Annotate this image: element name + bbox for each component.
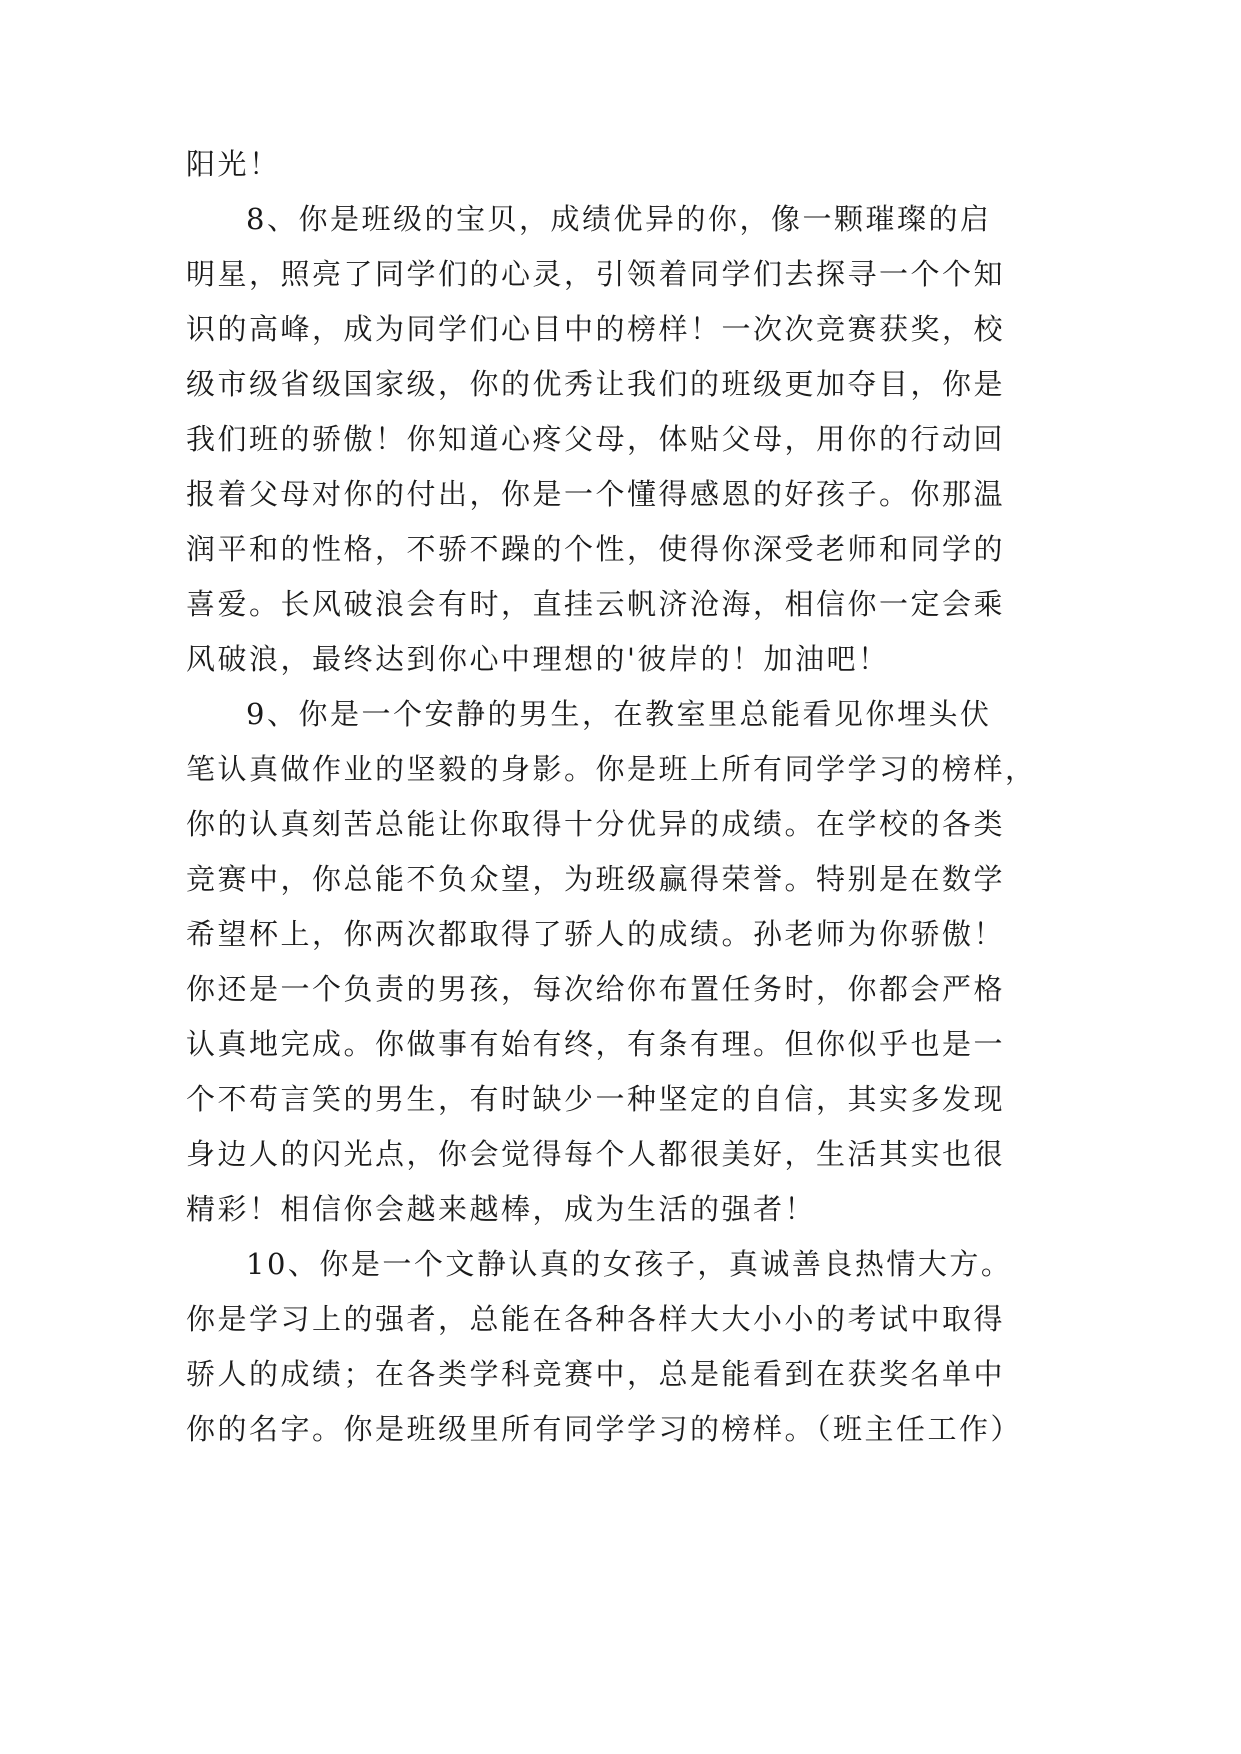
text-line: 你是学习上的强者，总能在各种各样大大小小的考试中取得 <box>186 1302 1006 1336</box>
paragraph-start-8: 8、你是班级的宝贝，成绩优异的你，像一颗璀璨的启 <box>246 202 992 236</box>
text-line: 笔认真做作业的坚毅的身影。你是班上所有同学学习的榜样， <box>186 752 1037 786</box>
text-line: 身边人的闪光点，你会觉得每个人都很美好，生活其实也很 <box>186 1137 1006 1171</box>
paragraph-start-10: 10、你是一个文静认真的女孩子，真诚善良热情大方。 <box>246 1247 1013 1281</box>
text-line: 认真地完成。你做事有始有终，有条有理。但你似乎也是一 <box>186 1027 1006 1061</box>
text-line: 级市级省级国家级，你的优秀让我们的班级更加夺目，你是 <box>186 367 1006 401</box>
text-line: 你的认真刻苦总能让你取得十分优异的成绩。在学校的各类 <box>186 807 1006 841</box>
text-line: 精彩！相信你会越来越棒，成为生活的强者！ <box>186 1192 817 1226</box>
text-line: 我们班的骄傲！你知道心疼父母，体贴父母，用你的行动回 <box>186 422 1006 456</box>
text-line: 明星，照亮了同学们的心灵，引领着同学们去探寻一个个知 <box>186 257 1006 291</box>
text-line: 你的名字。你是班级里所有同学学习的榜样。（班主任工作） <box>186 1412 1023 1446</box>
text-line: 骄人的成绩；在各类学科竞赛中，总是能看到在获奖名单中 <box>186 1357 1006 1391</box>
text-line: 报着父母对你的付出，你是一个懂得感恩的好孩子。你那温 <box>186 477 1006 511</box>
text-line: 润平和的性格，不骄不躁的个性，使得你深受老师和同学的 <box>186 532 1006 566</box>
text-line: 识的高峰，成为同学们心目中的榜样！一次次竞赛获奖，校 <box>186 312 1006 346</box>
text-line: 希望杯上，你两次都取得了骄人的成绩。孙老师为你骄傲！ <box>186 917 1006 951</box>
text-line: 你还是一个负责的男孩，每次给你布置任务时，你都会严格 <box>186 972 1006 1006</box>
text-line: 喜爱。长风破浪会有时，直挂云帆济沧海，相信你一定会乘 <box>186 587 1006 621</box>
text-line: 个不苟言笑的男生，有时缺少一种坚定的自信，其实多发现 <box>186 1082 1006 1116</box>
text-line: 阳光！ <box>186 147 281 181</box>
paragraph-start-9: 9、你是一个安静的男生，在教室里总能看见你埋头伏 <box>246 697 992 731</box>
text-line: 风破浪，最终达到你心中理想的'彼岸的！加油吧！ <box>186 642 890 676</box>
text-line: 竞赛中，你总能不负众望，为班级赢得荣誉。特别是在数学 <box>186 862 1006 896</box>
